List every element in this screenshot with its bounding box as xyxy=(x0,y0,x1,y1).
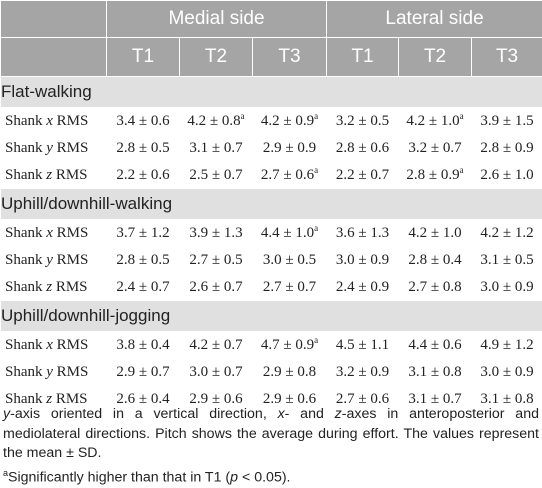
header-lateral-t3: T3 xyxy=(472,38,542,77)
table-cell xyxy=(327,247,399,274)
row-label-axis: x xyxy=(46,113,53,129)
cell-value: 3.0 ± 0.9 xyxy=(480,279,533,295)
section-title: Uphill/downhill-jogging xyxy=(1,301,542,332)
cell-value: 3.2 ± 0.7 xyxy=(408,140,461,156)
significance-marker: a xyxy=(314,165,318,175)
row-label-axis: y xyxy=(46,252,53,268)
table-cell xyxy=(107,332,180,359)
cell-value: 2.4 ± 0.9 xyxy=(336,279,389,295)
cell-value: 2.8 ± 0.5 xyxy=(116,252,169,268)
row-label-axis: y xyxy=(46,140,53,156)
row-label-axis: z xyxy=(46,391,52,407)
cell-value: 3.6 ± 1.3 xyxy=(336,225,389,241)
cell-value: 4.2 ± 0.8 xyxy=(187,113,240,129)
section-title: Flat-walking xyxy=(1,77,542,108)
table-cell xyxy=(327,359,399,386)
table-cell xyxy=(399,332,472,359)
row-label-suffix: RMS xyxy=(57,252,89,268)
cell-value: 2.8 ± 0.6 xyxy=(336,140,389,156)
row-label-suffix: RMS xyxy=(56,391,88,407)
header-lateral-t2: T2 xyxy=(399,38,472,77)
row-label xyxy=(1,332,107,359)
table-cell xyxy=(399,108,472,135)
table-cell xyxy=(472,108,542,135)
cell-value: 4.4 ± 0.6 xyxy=(408,337,461,353)
cell-value: 3.4 ± 0.6 xyxy=(116,113,169,129)
row-label xyxy=(1,274,107,301)
table-cell xyxy=(180,359,253,386)
cell-value: 4.2 ± 0.7 xyxy=(189,337,242,353)
table-cell xyxy=(472,220,542,247)
header-corner-2 xyxy=(1,38,107,77)
table-cell xyxy=(472,332,542,359)
table-cell xyxy=(327,274,399,301)
cell-value: 4.4 ± 1.0 xyxy=(261,225,314,241)
cell-value: 2.7 ± 0.6 xyxy=(336,391,389,407)
cell-value: 2.2 ± 0.6 xyxy=(116,167,169,183)
table-cell xyxy=(180,247,253,274)
table-cell xyxy=(327,162,399,189)
cell-value: 2.7 ± 0.5 xyxy=(189,252,242,268)
cell-value: 4.2 ± 1.2 xyxy=(480,225,533,241)
table-cell xyxy=(399,135,472,162)
significance-marker: a xyxy=(314,111,318,121)
table-cell xyxy=(399,274,472,301)
table-cell xyxy=(180,332,253,359)
table-cell xyxy=(472,359,542,386)
row-label-suffix: RMS xyxy=(57,337,89,353)
significance-marker: a xyxy=(314,223,318,233)
section-row xyxy=(1,77,542,108)
table-cell xyxy=(399,162,472,189)
footnote-significance xyxy=(3,464,539,488)
cell-value: 2.7 ± 0.7 xyxy=(263,279,316,295)
cell-value: 3.1 ± 0.5 xyxy=(480,252,533,268)
table-cell xyxy=(180,274,253,301)
footnote-y: y xyxy=(3,406,10,422)
table-cell xyxy=(107,247,180,274)
section-row xyxy=(1,301,542,332)
cell-value: 4.5 ± 1.1 xyxy=(336,337,389,353)
cell-value: 3.9 ± 1.5 xyxy=(480,113,533,129)
significance-marker: a xyxy=(241,111,245,121)
header-row-groups xyxy=(1,1,542,38)
row-label-prefix: Shank xyxy=(5,252,43,268)
table-cell xyxy=(472,274,542,301)
row-label-suffix: RMS xyxy=(57,225,89,241)
significance-marker: a xyxy=(460,111,464,121)
row-label xyxy=(1,162,107,189)
row-label-axis: z xyxy=(46,167,52,183)
table-body xyxy=(1,77,542,413)
table-cell xyxy=(472,135,542,162)
section-title: Uphill/downhill-walking xyxy=(1,189,542,220)
table-row xyxy=(1,332,542,359)
table-cell xyxy=(107,274,180,301)
table-cell xyxy=(253,162,327,189)
cell-value: 2.8 ± 0.9 xyxy=(480,140,533,156)
table-cell xyxy=(327,332,399,359)
table-cell xyxy=(253,220,327,247)
header-corner xyxy=(1,1,107,38)
cell-value: 4.2 ± 1.0 xyxy=(406,113,459,129)
cell-value: 2.4 ± 0.7 xyxy=(116,279,169,295)
table-cell xyxy=(399,359,472,386)
cell-value: 3.7 ± 1.2 xyxy=(116,225,169,241)
cell-value: 3.1 ± 0.7 xyxy=(189,140,242,156)
header-row-times xyxy=(1,38,542,77)
cell-value: 3.8 ± 0.4 xyxy=(116,337,169,353)
significance-marker: a xyxy=(314,335,318,345)
cell-value: 2.9 ± 0.7 xyxy=(116,364,169,380)
table-cell xyxy=(180,135,253,162)
footnote-sig-mark: a xyxy=(3,468,8,478)
row-label-axis: y xyxy=(46,364,53,380)
cell-value: 2.9 ± 0.6 xyxy=(189,391,242,407)
table-cell xyxy=(327,108,399,135)
header-medial-side: Medial side xyxy=(107,1,327,38)
row-label xyxy=(1,220,107,247)
row-label-prefix: Shank xyxy=(5,167,43,183)
table-row xyxy=(1,359,542,386)
row-label-prefix: Shank xyxy=(5,113,43,129)
table-cell xyxy=(253,135,327,162)
cell-value: 2.8 ± 0.9 xyxy=(406,167,459,183)
cell-value: 2.9 ± 0.8 xyxy=(263,364,316,380)
row-label-suffix: RMS xyxy=(57,364,89,380)
cell-value: 2.5 ± 0.7 xyxy=(189,167,242,183)
table-cell xyxy=(253,108,327,135)
cell-value: 2.7 ± 0.6 xyxy=(261,167,314,183)
row-label-prefix: Shank xyxy=(5,364,43,380)
cell-value: 3.1 ± 0.8 xyxy=(408,364,461,380)
row-label-suffix: RMS xyxy=(57,140,89,156)
row-label xyxy=(1,359,107,386)
table-cell xyxy=(253,247,327,274)
table-row xyxy=(1,274,542,301)
table-cell xyxy=(107,359,180,386)
row-label-suffix: RMS xyxy=(56,279,88,295)
footnote-z: z xyxy=(335,406,342,422)
table-cell xyxy=(253,359,327,386)
table-cell xyxy=(107,135,180,162)
cell-value: 2.6 ± 0.4 xyxy=(116,391,169,407)
significance-marker: a xyxy=(460,165,464,175)
cell-value: 4.7 ± 0.9 xyxy=(261,337,314,353)
table-row xyxy=(1,220,542,247)
cell-value: 2.9 ± 0.9 xyxy=(263,140,316,156)
section-row xyxy=(1,189,542,220)
table-cell xyxy=(327,220,399,247)
table-cell xyxy=(399,220,472,247)
footnote-sig-text: Significantly higher than that in T1 ( xyxy=(8,469,230,485)
table-cell xyxy=(327,135,399,162)
table-row xyxy=(1,108,542,135)
row-label xyxy=(1,135,107,162)
cell-value: 4.9 ± 1.2 xyxy=(480,337,533,353)
cell-value: 2.2 ± 0.7 xyxy=(336,167,389,183)
table-row xyxy=(1,162,542,189)
table-cell xyxy=(399,247,472,274)
cell-value: 2.7 ± 0.8 xyxy=(408,279,461,295)
row-label-prefix: Shank xyxy=(5,391,43,407)
table-cell xyxy=(180,162,253,189)
cell-value: 3.0 ± 0.5 xyxy=(263,252,316,268)
cell-value: 3.9 ± 1.3 xyxy=(189,225,242,241)
footnote-text-2: - and xyxy=(285,406,335,422)
cell-value: 3.0 ± 0.7 xyxy=(189,364,242,380)
row-label-prefix: Shank xyxy=(5,225,43,241)
footnote-sig-threshold: < 0.05). xyxy=(238,469,290,485)
cell-value: 3.1 ± 0.8 xyxy=(480,391,533,407)
header-medial-t2: T2 xyxy=(180,38,253,77)
row-label-axis: z xyxy=(46,279,52,295)
table-row xyxy=(1,135,542,162)
row-label xyxy=(1,247,107,274)
table-cell xyxy=(180,108,253,135)
footnote-text-1: -axis oriented in a vertical direction, xyxy=(10,406,277,422)
cell-value: 3.1 ± 0.7 xyxy=(408,391,461,407)
cell-value: 3.2 ± 0.9 xyxy=(336,364,389,380)
row-label-axis: x xyxy=(46,225,53,241)
cell-value: 4.2 ± 0.9 xyxy=(261,113,314,129)
row-label-prefix: Shank xyxy=(5,337,43,353)
table-cell xyxy=(107,220,180,247)
table-footnote xyxy=(3,405,539,488)
cell-value: 2.6 ± 0.7 xyxy=(189,279,242,295)
row-label xyxy=(1,108,107,135)
table-cell xyxy=(107,108,180,135)
table-cell xyxy=(253,332,327,359)
cell-value: 4.2 ± 1.0 xyxy=(408,225,461,241)
footnote-p: p xyxy=(230,469,238,485)
table-row xyxy=(1,247,542,274)
footnote-definitions xyxy=(3,405,539,464)
table-cell xyxy=(180,220,253,247)
cell-value: 2.8 ± 0.4 xyxy=(408,252,461,268)
row-label-prefix: Shank xyxy=(5,140,43,156)
footnote-x: x xyxy=(278,406,285,422)
table-cell xyxy=(472,247,542,274)
header-medial-t3: T3 xyxy=(253,38,327,77)
cell-value: 3.0 ± 0.9 xyxy=(480,364,533,380)
cell-value: 2.6 ± 1.0 xyxy=(480,167,533,183)
header-medial-t1: T1 xyxy=(107,38,180,77)
cell-value: 2.9 ± 0.6 xyxy=(263,391,316,407)
row-label-suffix: RMS xyxy=(56,167,88,183)
row-label-suffix: RMS xyxy=(57,113,89,129)
footnote-text-3: -axes in anteroposterior and mediolateral directions. Pitch shows the average during effort. The values represent the mean ± SD. xyxy=(3,406,539,461)
cell-value: 3.0 ± 0.9 xyxy=(336,252,389,268)
table-cell xyxy=(253,274,327,301)
table-cell xyxy=(107,162,180,189)
row-label-axis: x xyxy=(46,337,53,353)
header-lateral-t1: T1 xyxy=(327,38,399,77)
table-cell xyxy=(472,162,542,189)
cell-value: 3.2 ± 0.5 xyxy=(336,113,389,129)
cell-value: 2.8 ± 0.5 xyxy=(116,140,169,156)
row-label-prefix: Shank xyxy=(5,279,43,295)
header-lateral-side: Lateral side xyxy=(327,1,542,38)
